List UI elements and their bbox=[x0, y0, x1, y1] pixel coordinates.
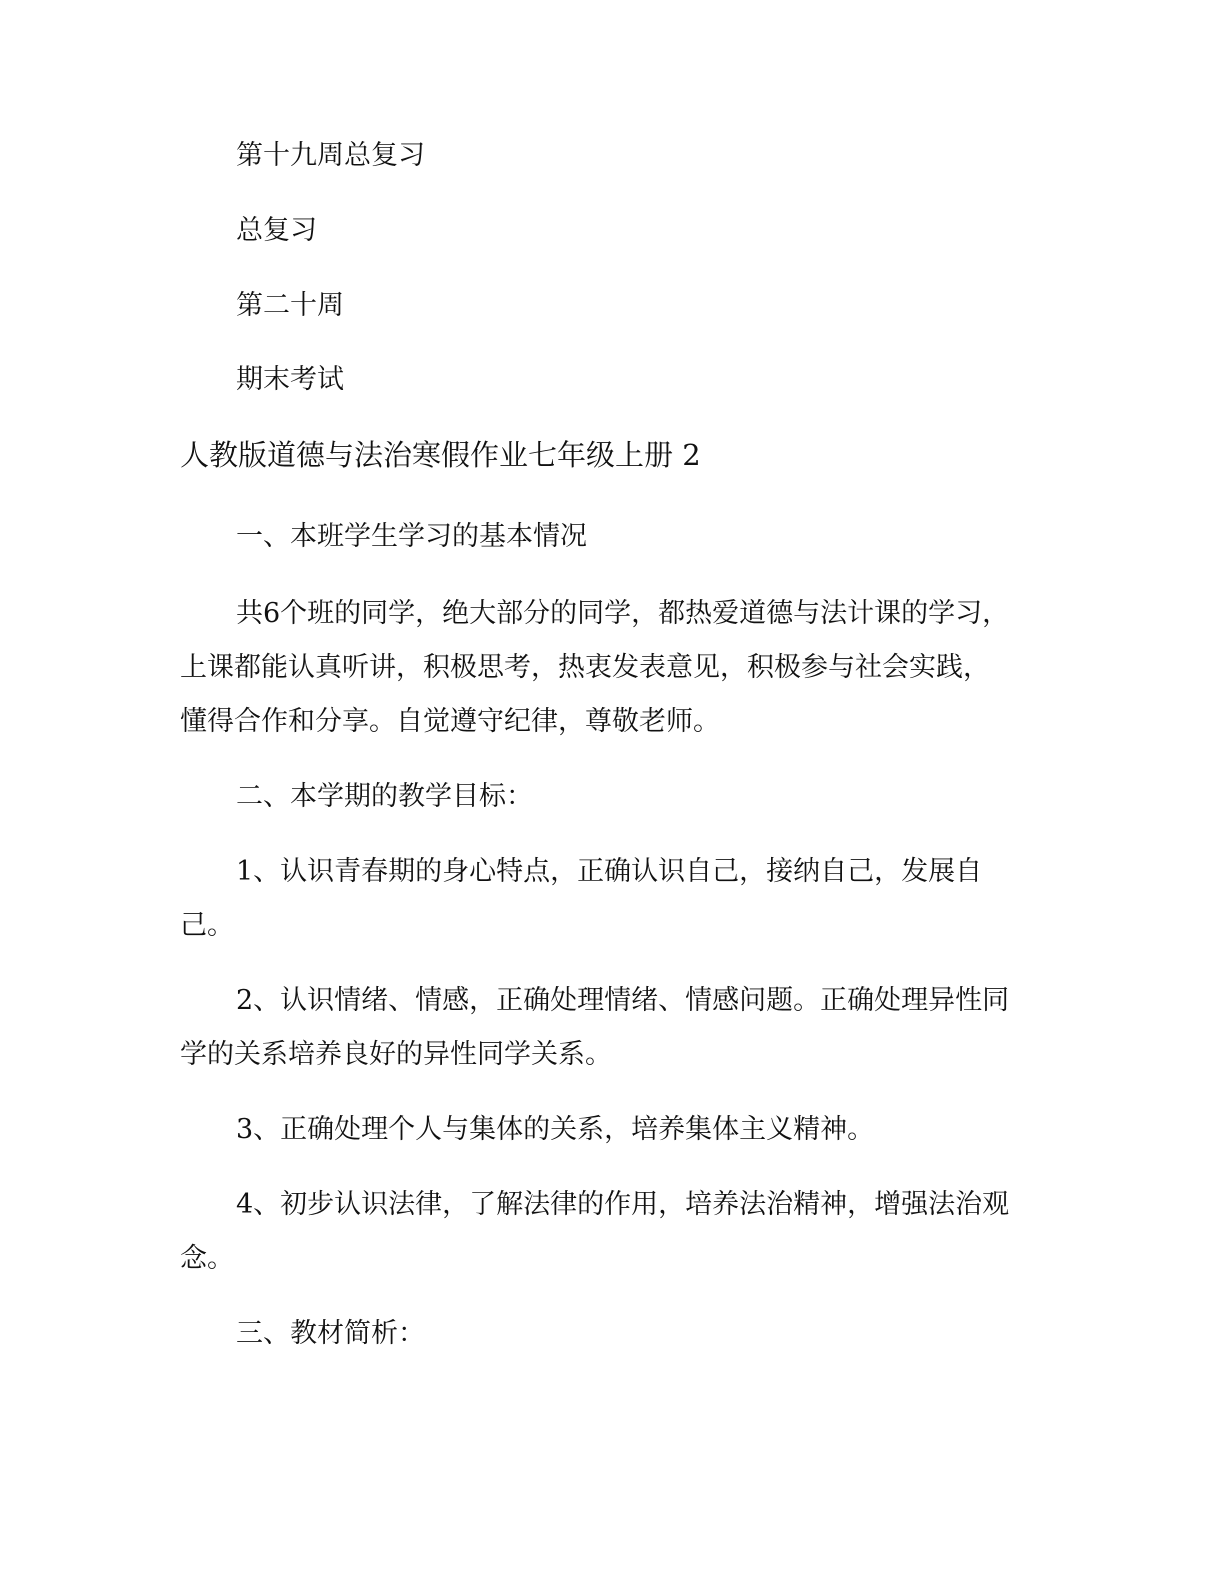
goal-3-line: 3、正确处理个人与集体的关系，培养集体主义精神。 bbox=[236, 1114, 875, 1145]
schedule-week20-task: 期末考试 bbox=[236, 364, 344, 395]
document-title: 人教版道德与法治寒假作业七年级上册 2 bbox=[180, 438, 701, 472]
goal-1-line: 己。 bbox=[180, 910, 234, 941]
section3-heading: 三、教材简析： bbox=[236, 1318, 425, 1349]
section1-paragraph-line: 懂得合作和分享。自觉遵守纪律，尊敬老师。 bbox=[180, 706, 720, 737]
goal-1-line: 1、认识青春期的身心特点，正确认识自己，接纳自己，发展自 bbox=[236, 856, 983, 887]
goal-2-line: 2、认识情绪、情感，正确处理情绪、情感问题。正确处理异性同 bbox=[236, 985, 1010, 1016]
goal-2-line: 学的关系培养良好的异性同学关系。 bbox=[180, 1039, 612, 1070]
goal-4-line: 念。 bbox=[180, 1243, 234, 1274]
section2-heading: 二、本学期的教学目标： bbox=[236, 781, 533, 812]
schedule-week19: 第十九周总复习 bbox=[236, 140, 425, 171]
schedule-week19-task: 总复习 bbox=[236, 215, 317, 246]
section1-paragraph-line: 上课都能认真听讲，积极思考，热衷发表意见，积极参与社会实践， bbox=[180, 652, 990, 683]
schedule-week20: 第二十周 bbox=[236, 290, 344, 321]
section1-heading: 一、本班学生学习的基本情况 bbox=[236, 521, 587, 552]
goal-4-line: 4、初步认识法律，了解法律的作用，培养法治精神，增强法治观 bbox=[236, 1189, 1010, 1220]
section1-paragraph-line: 共6个班的同学，绝大部分的同学，都热爱道德与法计课的学习， bbox=[236, 598, 1010, 629]
